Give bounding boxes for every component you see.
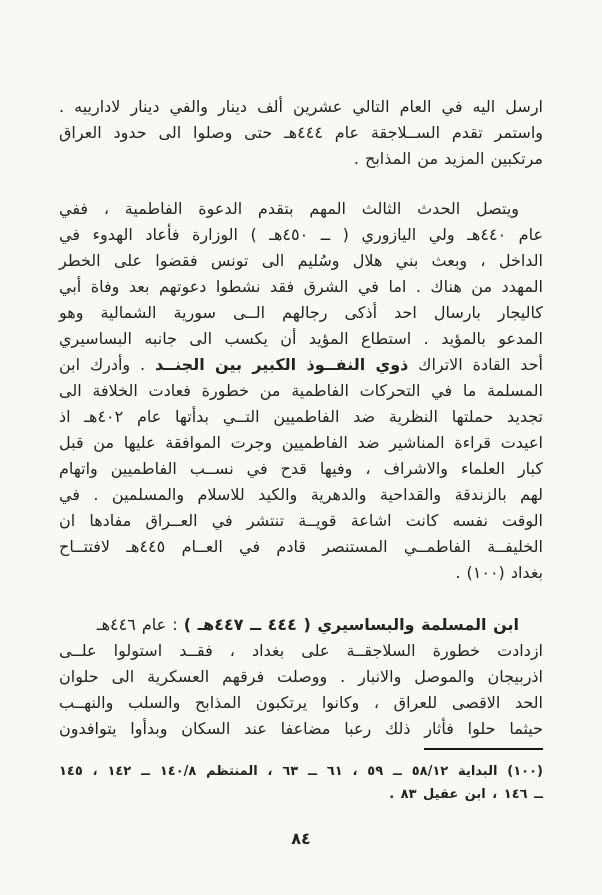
- text-segment: . وأدرك ابن: [59, 355, 155, 374]
- text-segment: أحد القادة الاتراك: [408, 355, 543, 374]
- text-line: [59, 300, 543, 326]
- paragraph: [59, 196, 543, 586]
- bold-text-segment: ابن المسلمة والبساسيري ( ٤٤٤ ــ ٤٤٧هـ ): [183, 615, 519, 634]
- text-segment: لهم بالزندقة والقداحية والدهرية والكيد للاسلام والمسلمين . في: [59, 485, 543, 504]
- text-line: [59, 352, 543, 378]
- text-segment: المدعو بالمؤيد . استطاع المؤيد أن يكسب الى جانبه البساسيري: [59, 329, 543, 348]
- paragraph: [59, 94, 543, 172]
- text-line: [59, 378, 543, 404]
- text-line: [59, 716, 543, 742]
- text-line: [59, 248, 543, 274]
- text-line: [59, 146, 543, 172]
- text-line: [59, 783, 543, 806]
- text-line: [59, 664, 543, 690]
- text-segment: الوقت نفسه كانت اشاعة قويــة تنتشر في العــراق مفادها ان: [59, 511, 543, 530]
- text-line: [59, 560, 543, 586]
- text-segment: الخليفــة الفاطمــي المستنصر قادم في العــام ٤٤٥هـ لافتتــاح: [59, 537, 543, 556]
- text-segment: اعيدت قراءة المناشير ضد الفاطميين وجرت الموافقة عليها من قبل: [59, 433, 543, 452]
- text-segment: ارسل اليه في العام التالي عشرين ألف دينار والفي دينار لادارييه .: [59, 97, 543, 116]
- text-line: [59, 690, 543, 716]
- text-line: [59, 404, 543, 430]
- bold-text-segment: ذوي النفــوذ الكبير بين الجنــد: [154, 355, 409, 374]
- text-segment: المسلمة ما في التحركات الفاطمية من خطورة فعادت الخلافة الى: [59, 381, 543, 400]
- text-segment: الحد الاقصى للعراق ، وكانوا يرتكبون المذابح والسلب والنهــب: [59, 693, 543, 712]
- text-line: [59, 196, 543, 222]
- text-segment: ــ ١٤٦ ، ابن عقيل ٨٣ .: [389, 787, 543, 802]
- text-line: [59, 430, 543, 456]
- text-line: [59, 760, 543, 783]
- footnote-block: [59, 760, 543, 806]
- text-line: [59, 508, 543, 534]
- text-segment: المهدد من هناك . اما في الشرق فقد نشطوا دعوتهم بعد وفاة أبي: [59, 277, 543, 296]
- paragraphs: [59, 94, 543, 742]
- page-number: ٨٤: [291, 829, 311, 848]
- text-line: [59, 534, 543, 560]
- text-line: [59, 94, 543, 120]
- text-segment: اذربيجان والموصل والانبار . ووصلت فرقهم العسكرية الى حلوان: [59, 667, 543, 686]
- paragraph: [59, 612, 543, 742]
- text-segment: حيثما حلوا فأثار ذلك رعبا مضاعفا عند السكان وبدأوا يتوافدون: [59, 719, 543, 738]
- text-line: [59, 222, 543, 248]
- text-line: [59, 120, 543, 146]
- text-segment: عام ٤٤٠هـ ولي اليازوري ( ــ ٤٥٠هـ ) الوزارة فأعاد الهدوء في: [59, 225, 544, 244]
- text-segment: : عام ٤٤٦هـ: [96, 615, 184, 634]
- text-segment: بغداد (١٠٠) .: [455, 563, 543, 582]
- text-line: [59, 326, 543, 352]
- text-line: [59, 456, 543, 482]
- text-segment: الداخل ، وبعث بني هلال وسُليم الى تونس فقضوا على الخطر: [59, 251, 543, 270]
- text-segment: ازدادت خطورة السلاجقــة على بغداد ، فقــد استولوا علــى: [59, 641, 543, 660]
- text-line: [59, 638, 543, 664]
- text-segment: ويتصل الحدث الثالث المهم بتقدم الدعوة الفاطمية ، ففي: [59, 199, 519, 218]
- text-segment: مرتكبين المزيد من المذابح .: [353, 149, 543, 168]
- text-segment: (١٠٠) البداية ٥٨/١٢ ــ ٥٩ ، ٦١ ــ ٦٣ ، المنتظم ١٤٠/٨ ــ ١٤٢ ، ١٤٥: [59, 764, 543, 779]
- text-line: [59, 612, 543, 638]
- text-block: [59, 94, 543, 806]
- text-segment: تجديد حملتها النظرية ضد الفاطميين التــي بدأتها عام ٤٠٢هـ اذ: [59, 407, 544, 426]
- text-line: [59, 274, 543, 300]
- text-segment: واستمر تقدم الســلاجقة عام ٤٤٤هـ حتى وصلوا الى حدود العراق: [59, 123, 544, 142]
- text-segment: كاليجار بارسال احد أذكى رجالهم الــى سورية الشمالية وهو: [59, 303, 543, 322]
- footnote-separator: [424, 748, 543, 750]
- text-segment: كبار العلماء والاشراف ، وفيها قدح في نســب الفاطميين واتهام: [59, 459, 543, 478]
- text-line: [59, 482, 543, 508]
